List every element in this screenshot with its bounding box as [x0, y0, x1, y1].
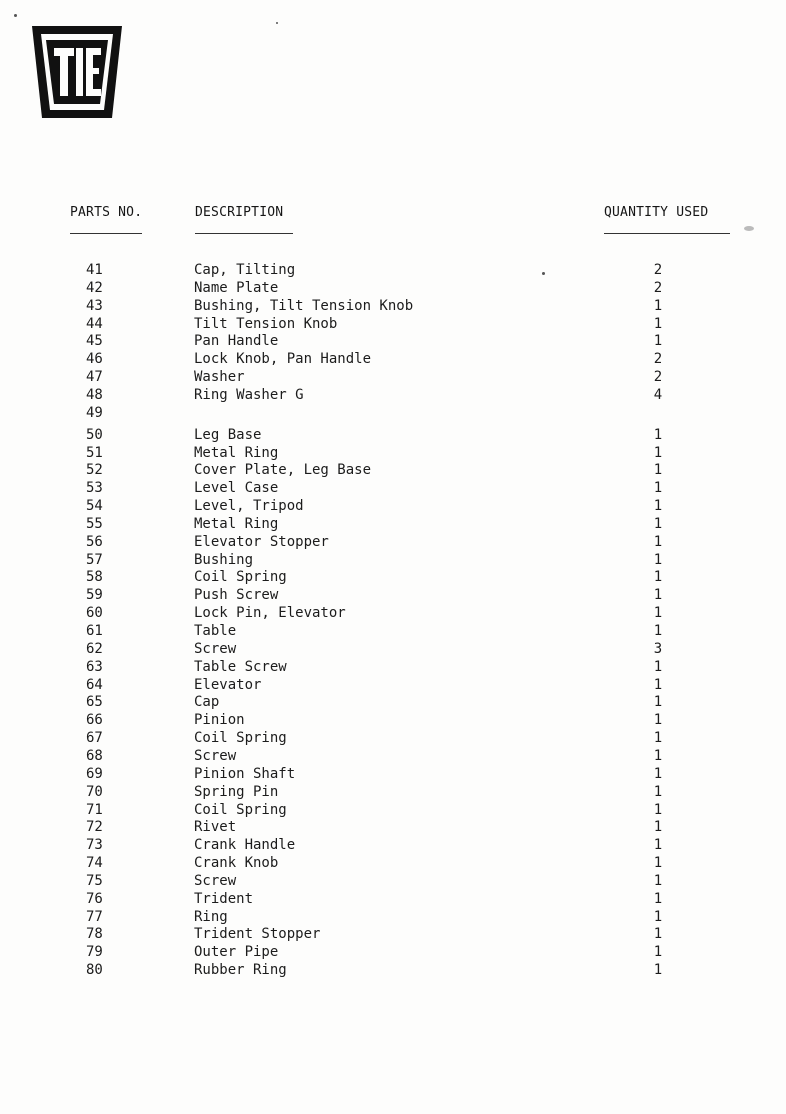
part-description: Bushing — [194, 551, 254, 568]
part-description: Metal Ring — [194, 444, 279, 461]
part-quantity: 1 — [653, 926, 663, 943]
table-row — [0, 368, 786, 386]
part-description: Bushing, Tilt Tension Knob — [194, 297, 414, 314]
part-description: Name Plate — [194, 279, 279, 296]
table-row — [0, 279, 786, 297]
header-quantity-used: QUANTITY USED — [604, 205, 709, 220]
part-quantity: 1 — [653, 712, 663, 729]
table-row — [0, 640, 786, 658]
table-row — [0, 943, 786, 961]
table-row — [0, 551, 786, 569]
part-description: Screw — [194, 872, 237, 889]
part-number: 42 — [86, 279, 103, 296]
part-number: 51 — [86, 444, 103, 461]
header-description: DESCRIPTION — [195, 205, 284, 220]
table-row — [0, 908, 786, 926]
part-description: Pan Handle — [194, 333, 279, 350]
part-description: Rivet — [194, 819, 237, 836]
part-description: Coil Spring — [194, 569, 287, 586]
part-quantity: 2 — [653, 279, 663, 296]
table-row — [0, 747, 786, 765]
table-row — [0, 890, 786, 908]
part-description: Ring — [194, 908, 228, 925]
header-parts-no: PARTS NO. — [70, 205, 143, 220]
part-quantity: 1 — [653, 819, 663, 836]
part-quantity: 2 — [653, 369, 663, 386]
part-number: 44 — [86, 315, 103, 332]
part-number: 59 — [86, 587, 103, 604]
table-row — [0, 961, 786, 979]
part-number: 50 — [86, 426, 103, 443]
part-number: 61 — [86, 623, 103, 639]
table-row — [0, 836, 786, 854]
part-number: 68 — [86, 747, 103, 764]
table-row — [0, 693, 786, 711]
part-number: 53 — [86, 480, 103, 497]
part-description: Pinion — [194, 712, 245, 729]
table-row — [0, 350, 786, 368]
part-number: 67 — [86, 730, 103, 747]
table-row — [0, 261, 786, 279]
part-quantity: 1 — [653, 730, 663, 747]
part-quantity: 1 — [653, 837, 663, 854]
part-quantity: 1 — [653, 890, 663, 907]
part-description: Table — [194, 623, 237, 639]
table-row — [0, 315, 786, 333]
part-quantity: 1 — [653, 694, 663, 711]
scan-speck — [276, 22, 278, 24]
table-row — [0, 332, 786, 350]
scan-speck — [744, 226, 754, 231]
part-description: Crank Knob — [194, 855, 279, 872]
part-description: Elevator — [194, 676, 262, 693]
part-number: 52 — [86, 462, 103, 479]
part-description: Elevator Stopper — [194, 533, 329, 550]
table-row — [0, 783, 786, 801]
part-quantity: 1 — [653, 676, 663, 693]
part-number: 73 — [86, 837, 103, 854]
part-description: Cover Plate, Leg Base — [194, 462, 372, 479]
part-number: 54 — [86, 498, 103, 515]
part-quantity: 1 — [653, 515, 663, 532]
table-row — [0, 515, 786, 533]
part-description: Push Screw — [194, 587, 279, 604]
table-row — [0, 676, 786, 694]
part-quantity: 1 — [653, 498, 663, 515]
part-quantity: 1 — [653, 444, 663, 461]
table-row — [0, 818, 786, 836]
table-row — [0, 426, 786, 444]
part-description: Lock Knob, Pan Handle — [194, 351, 372, 368]
part-description: Pinion Shaft — [194, 765, 296, 782]
part-number: 64 — [86, 676, 103, 693]
part-quantity: 1 — [653, 605, 663, 622]
part-quantity: 1 — [653, 426, 663, 443]
table-row — [0, 854, 786, 872]
part-quantity: 1 — [653, 333, 663, 350]
part-description: Crank Handle — [194, 837, 296, 854]
part-number: 63 — [86, 658, 103, 675]
table-row — [0, 479, 786, 497]
part-number: 65 — [86, 694, 103, 711]
part-quantity: 1 — [653, 462, 663, 479]
table-row — [0, 925, 786, 943]
part-number: 78 — [86, 926, 103, 943]
table-row — [0, 568, 786, 586]
header-underline — [70, 233, 142, 234]
company-logo — [32, 26, 122, 118]
part-quantity: 1 — [653, 315, 663, 332]
part-quantity: 1 — [653, 855, 663, 872]
part-number: 60 — [86, 605, 103, 622]
part-quantity: 1 — [653, 297, 663, 314]
table-row — [0, 404, 786, 422]
part-description: Outer Pipe — [194, 944, 279, 961]
part-number: 45 — [86, 333, 103, 350]
part-description: Spring Pin — [194, 783, 279, 800]
part-number: 74 — [86, 855, 103, 872]
header-underline — [604, 233, 730, 234]
table-row — [0, 586, 786, 604]
part-number: 55 — [86, 515, 103, 532]
part-quantity: 1 — [653, 801, 663, 818]
part-number: 79 — [86, 944, 103, 961]
scan-speck — [14, 14, 17, 17]
table-row — [0, 533, 786, 551]
table-row — [0, 658, 786, 676]
part-number: 72 — [86, 819, 103, 836]
part-description: Rubber Ring — [194, 962, 287, 979]
part-number: 70 — [86, 783, 103, 800]
part-number: 80 — [86, 962, 103, 979]
part-description: Trident Stopper — [194, 926, 321, 943]
part-description: Coil Spring — [194, 730, 287, 747]
part-number: 46 — [86, 351, 103, 368]
part-description: Coil Spring — [194, 801, 287, 818]
part-quantity: 3 — [653, 640, 663, 657]
table-row — [0, 622, 786, 640]
table-row — [0, 297, 786, 315]
part-number: 49 — [86, 404, 103, 421]
part-description: Tilt Tension Knob — [194, 315, 338, 332]
part-quantity: 1 — [653, 962, 663, 979]
table-row — [0, 729, 786, 747]
part-quantity: 1 — [653, 658, 663, 675]
part-number: 48 — [86, 386, 103, 403]
part-quantity: 1 — [653, 569, 663, 586]
part-number: 47 — [86, 369, 103, 386]
part-number: 77 — [86, 908, 103, 925]
table-row — [0, 711, 786, 729]
part-description: Ring Washer G — [194, 386, 304, 403]
table-row — [0, 872, 786, 890]
part-description: Level Case — [194, 480, 279, 497]
table-row — [0, 497, 786, 515]
part-description: Level, Tripod — [194, 498, 304, 515]
header-underline — [195, 233, 293, 234]
part-quantity: 1 — [653, 533, 663, 550]
part-number: 76 — [86, 890, 103, 907]
part-number: 75 — [86, 872, 103, 889]
part-quantity: 1 — [653, 623, 663, 639]
part-description: Cap, Tilting — [194, 262, 296, 278]
part-quantity: 2 — [653, 351, 663, 368]
table-row — [0, 765, 786, 783]
part-number: 62 — [86, 640, 103, 657]
part-number: 71 — [86, 801, 103, 818]
part-quantity: 1 — [653, 765, 663, 782]
part-description: Trident — [194, 890, 254, 907]
part-number: 43 — [86, 297, 103, 314]
table-row — [0, 386, 786, 404]
part-quantity: 4 — [653, 386, 663, 403]
part-description: Screw — [194, 747, 237, 764]
part-quantity: 2 — [653, 262, 663, 278]
part-quantity: 1 — [653, 872, 663, 889]
part-quantity: 1 — [653, 551, 663, 568]
part-number: 66 — [86, 712, 103, 729]
part-number: 58 — [86, 569, 103, 586]
part-description: Table Screw — [194, 658, 287, 675]
part-number: 41 — [86, 262, 103, 278]
part-number: 57 — [86, 551, 103, 568]
part-quantity: 1 — [653, 587, 663, 604]
part-quantity: 1 — [653, 480, 663, 497]
part-quantity: 1 — [653, 944, 663, 961]
part-description: Metal Ring — [194, 515, 279, 532]
table-row — [0, 444, 786, 462]
part-description: Lock Pin, Elevator — [194, 605, 346, 622]
part-description: Washer — [194, 369, 245, 386]
part-number: 69 — [86, 765, 103, 782]
part-description: Screw — [194, 640, 237, 657]
table-row — [0, 461, 786, 479]
part-description: Leg Base — [194, 426, 262, 443]
table-row — [0, 801, 786, 819]
part-description: Cap — [194, 694, 220, 711]
part-quantity: 1 — [653, 747, 663, 764]
part-number: 56 — [86, 533, 103, 550]
table-row — [0, 604, 786, 622]
part-quantity: 1 — [653, 908, 663, 925]
part-quantity: 1 — [653, 783, 663, 800]
